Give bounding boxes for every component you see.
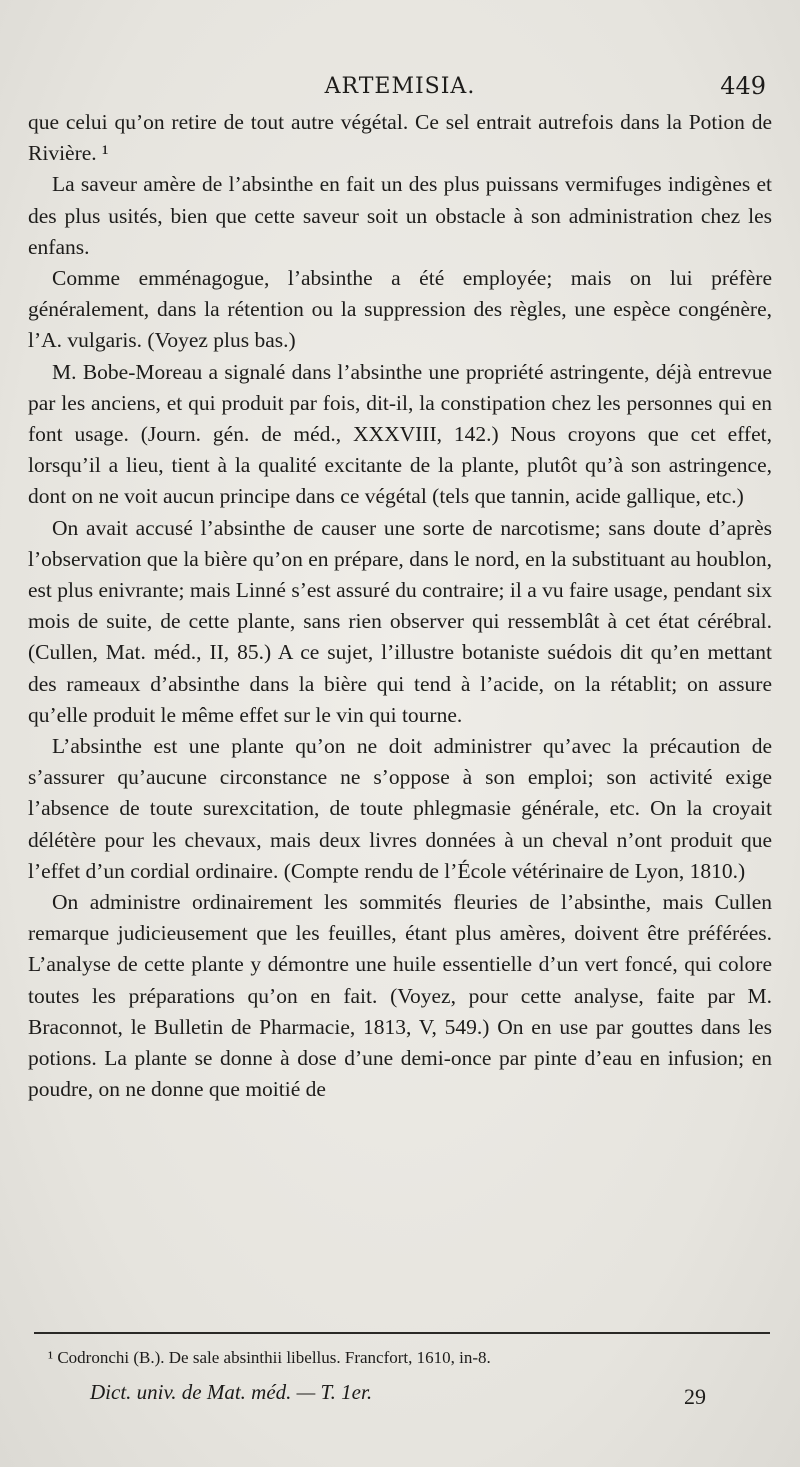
paragraph: que celui qu’on retire de tout autre végétal. Ce sel entrait autrefois dans la Potion de Rivière. ¹ — [28, 110, 772, 166]
paragraph: L’absinthe est une plante qu’on ne doit administrer qu’avec la précaution de s’assurer qu’aucune circonstance ne s’oppose à son emploi; son activité exige l’absence de toute surexcitation, de toute phlegmasie générale, etc. On la croyait délétère pour les chevaux, mais deux livres données à un cheval n’ont produit que l’effet d’un cordial ordinaire. (Compte rendu de l’École vétérinaire de Lyon, 1810.) — [28, 734, 772, 883]
signature-line: Dict. univ. de Mat. méd. — T. 1er. — [90, 1380, 373, 1404]
paragraph: La saveur amère de l’absinthe en fait un des plus puissans vermifuges indigènes et des plus usités, bien que cette saveur soit un obstacle à son administration chez les enfans. — [28, 172, 772, 259]
footnote: ¹ Codronchi (B.). De sale absinthii libellus. Francfort, 1610, in-8. — [48, 1348, 491, 1367]
page-number: 449 — [720, 72, 766, 100]
running-title: ARTEMISIA. — [324, 74, 476, 99]
paragraph: On avait accusé l’absinthe de causer une sorte de narcotisme; sans doute d’après l’observation que la bière qu’on en prépare, dans le nord, en la substituant au houblon, est plus enivrante; mais Linné s’est assuré du contraire; il a vu faire usage, pendant six mois de suite, de cette plante, sans rien observer qui ressemblât à cet état cérébral. (Cullen, Mat. méd., II, 85.) A ce sujet, l’illustre botaniste suédois dit qu’en mettant des rameaux d’absinthe dans la bière qui tend à l’acide, on la rétablit; on assure qu’elle produit le même effet sur le vin qui tourne. — [28, 515, 772, 727]
sheet-number: 29 — [684, 1384, 706, 1409]
body-text — [28, 107, 772, 1106]
paragraph: M. Bobe-Moreau a signalé dans l’absinthe une propriété astringente, déjà entrevue par les anciens, et qui produit par fois, dit-il, la constipation chez les personnes qui en font usage. (Journ. gén. de méd., XXXVIII, 142.) Nous croyons que cet effet, lorsqu’il a lieu, tient à la qualité excitante de la plante, plutôt qu’à son astringence, dont on ne voit aucun principe dans ce végétal (tels que tannin, acide gallique, etc.) — [28, 359, 772, 509]
footnote-rule — [34, 1332, 770, 1334]
paragraph: On administre ordinairement les sommités fleuries de l’absinthe, mais Cullen remarque judicieusement que les feuilles, étant plus amères, doivent être préférées. L’analyse de cette plante y démontre une huile essentielle d’un vert foncé, qui colore toutes les préparations qu’on en fait. (Voyez, pour cette analyse, faite par M. Braconnot, le Bulletin de Pharmacie, 1813, V, 549.) On en use par gouttes dans les potions. La plante se donne à dose d’une demi-once par pinte d’eau en infusion; en poudre, on ne donne que moitié de — [28, 890, 772, 1102]
page-header — [28, 70, 772, 106]
paragraph: Comme emménagogue, l’absinthe a été employée; mais on lui préfère généralement, dans la rétention ou la suppression des règles, une espèce congénère, l’A. vulgaris. (Voyez plus bas.) — [28, 266, 772, 353]
